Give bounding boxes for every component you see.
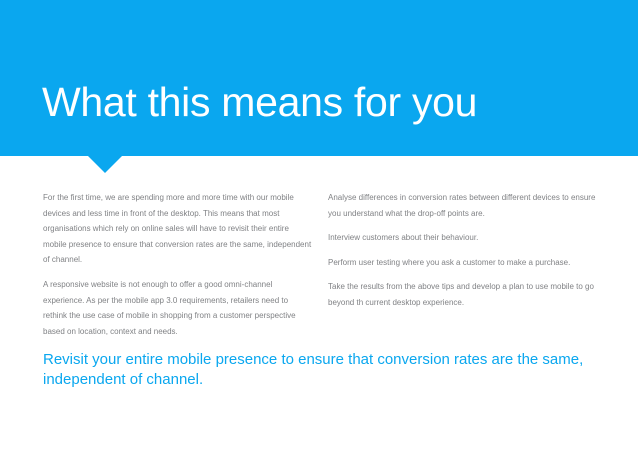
tip-paragraph: Perform user testing where you ask a customer to make a purchase. — [328, 257, 571, 267]
tip-paragraph: Take the results from the above tips and develop a plan to use mobile to go beyond th current desktop experience. — [328, 282, 594, 307]
callout-quote: Revisit your entire mobile presence to ensure that conversion rates are the same, independent of channel. — [43, 351, 584, 388]
right-column — [328, 190, 598, 320]
header-banner — [0, 0, 638, 156]
left-paragraph: A responsive website is not enough to offer a good omni-channel experience. As per the mobile app 3.0 requirements, retailers need to rethink the use case of mobile in shopping from a customer perspective based on location, context and needs. — [43, 279, 296, 336]
tip-paragraph: Interview customers about their behaviour. — [328, 233, 479, 243]
left-column — [43, 190, 313, 348]
left-paragraph: For the first time, we are spending more and more time with our mobile devices and less time in front of the desktop. This means that most organisations which rely on online sales will have to revisit their entire mobile presence to ensure that conversion rates are the same, independent of channel. — [43, 193, 312, 265]
tip-paragraph: Analyse differences in conversion rates between different devices to ensure you understand what the drop-off points are. — [328, 193, 596, 218]
banner-pointer — [87, 155, 123, 173]
page-title: What this means for you — [42, 79, 478, 125]
